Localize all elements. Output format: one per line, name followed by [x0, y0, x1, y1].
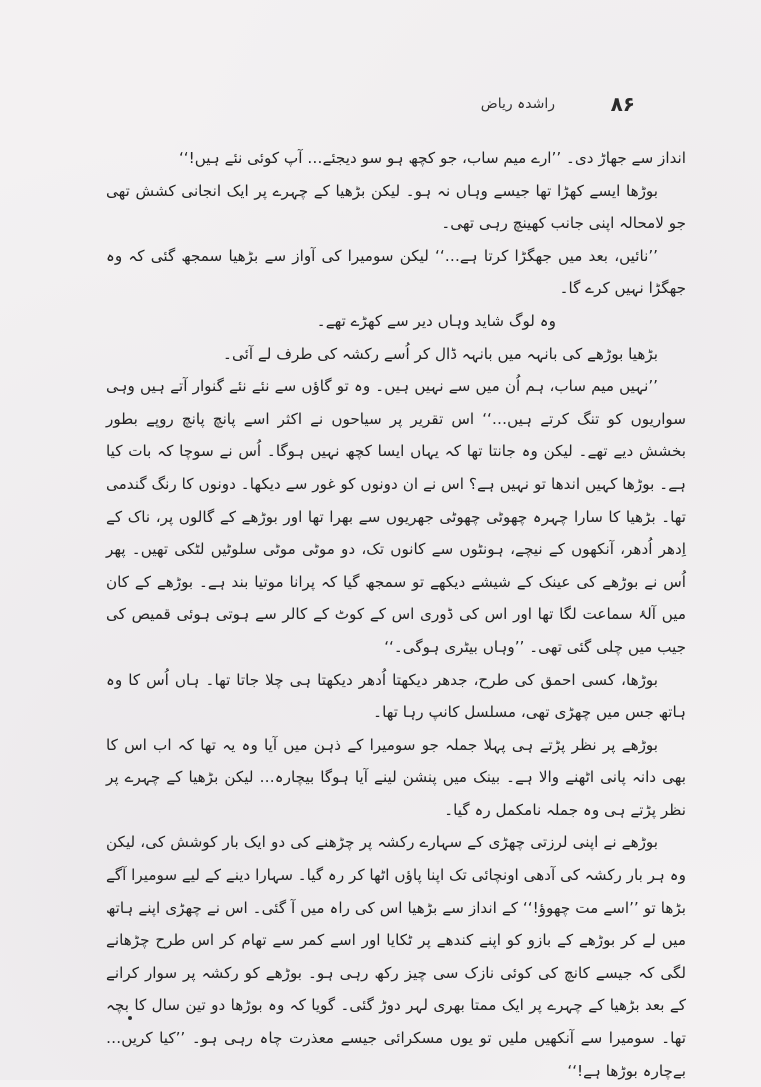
paragraph-1: انداز سے جھاڑ دی۔ ’’ارے میم ساب، جو کچھ ہو سو دیجئے… آپ کوئی نئے ہیں!‘‘	[178, 149, 686, 167]
paragraph-6: ’’نہیں میم ساب، ہم اُن میں سے نہیں ہیں۔ وہ تو گاؤں سے نئے نئے گنوار آتے ہیں وہی سواریوں کو تنگ کرتے ہیں…‘‘ اس تقریر پر سیاحوں نے اکثر اسے پانچ پانچ روپے بطور بخشش دیے تھے۔ لیکن وہ جانتا تھا کہ یہاں ایسا کچھ نہیں ہوگا۔ اُس نے سوچا کہ بات کیا ہے۔ بوڑھا کہیں اندھا تو نہیں ہے؟ اس نے ان دونوں کو غور سے دیکھا۔ دونوں کا رنگ گندمی تھا۔ بڑھیا کا سارا چہرہ چھوٹی چھوٹی جھریوں سے بھرا تھا اور بوڑھے کے گالوں پر، ناک کے اِدھر اُدھر، آنکھوں کے نیچے، ہونٹوں سے کانوں تک، دو موٹی موٹی سلوٹیں لٹکی تھیں۔ پھر اُس نے بوڑھے کی عینک کے شیشے دیکھے تو سمجھ گیا کہ پرانا موتیا بند ہے۔ بوڑھے کے کان میں آلۂ سماعت لگا تھا اور اس کی ڈوری اس کے کوٹ کے کالر سے ہوتی ہوئی قمیص کی جیب میں چلی گئی تھی۔ ’’وہاں بیٹری ہوگی۔‘‘	[106, 377, 686, 656]
paragraph-7: بوڑھا، کسی احمق کی طرح، جدھر دیکھتا اُدھر دیکھتا ہی چلا جاتا تھا۔ ہاں اُس کا وہ ہاتھ جس میں چھڑی تھی، مسلسل کانپ رہا تھا۔	[106, 670, 686, 722]
body-text	[106, 142, 686, 1087]
paragraph-4: وہ لوگ شاید وہاں دیر سے کھڑے تھے۔	[316, 311, 556, 330]
paragraph-8: بوڑھے پر نظر پڑتے ہی پہلا جملہ جو سومیرا کے ذہن میں آیا وہ یہ تھا کہ اب اس کا بھی دانہ پانی اٹھنے والا ہے۔ بینک میں پنشن لینے آیا ہوگا بیچارہ… لیکن بڑھیا کے چہرے پر نظر پڑتے ہی وہ جملہ نامکمل رہ گیا۔	[106, 735, 686, 819]
page-number: ۸۶	[610, 92, 635, 116]
paragraph-2: بوڑھا ایسے کھڑا تھا جیسے وہاں نہ ہو۔ لیکن بڑھیا کے چہرے پر ایک انجانی کشش تھی جو لامحالہ اپنی جانب کھینچ رہی تھی۔	[106, 181, 686, 233]
running-head-author: راشدہ ریاض	[480, 96, 555, 112]
ink-speck	[128, 1016, 132, 1020]
paragraph-9: بوڑھے نے اپنی لرزتی چھڑی کے سہارے رکشہ پر چڑھنے کی دو ایک بار کوشش کی، لیکن وہ ہر بار رکشہ کی آدھی اونچائی تک اپنا پاؤں اٹھا کر رہ گیا۔ سہارا دینے کے لیے سومیرا آگے بڑھا تو ’’اسے مت چھوؤ!‘‘ کے انداز سے بڑھیا اس کی راہ میں آ گئی۔ اس نے چھڑی اپنے ہاتھ میں لے کر بوڑھے کے بازو کو اپنے کندھے پر ٹکایا اور اسے کمر سے تھام کر اس طرح چڑھانے لگی کہ جیسے کانچ کی کوئی نازک سی چیز رکھ رہی ہو۔ بوڑھے کو رکشہ پر سوار کرانے کے بعد بڑھیا کے چہرے پر ایک ممتا بھری لہر دوڑ گئی۔ گویا کہ وہ بوڑھا دو تین سال کا بچہ تھا۔ سومیرا سے آنکھیں ملیں تو یوں مسکرائی جیسے معذرت چاہ رہی ہو۔ ’’کیا کریں… بےچارہ بوڑھا ہے!‘‘	[106, 833, 686, 1080]
page-header	[118, 92, 635, 122]
paragraph-5: بڑھیا بوڑھے کی بانہہ میں بانہہ ڈال کر اُسے رکشہ کی طرف لے آئی۔	[223, 344, 658, 363]
paragraph-3: ’’نائیں، بعد میں جھگڑا کرتا ہے…‘‘ لیکن سومیرا کی آواز سے بڑھیا سمجھ گئی کہ وہ جھگڑا نہیں کرے گا۔	[106, 246, 686, 298]
